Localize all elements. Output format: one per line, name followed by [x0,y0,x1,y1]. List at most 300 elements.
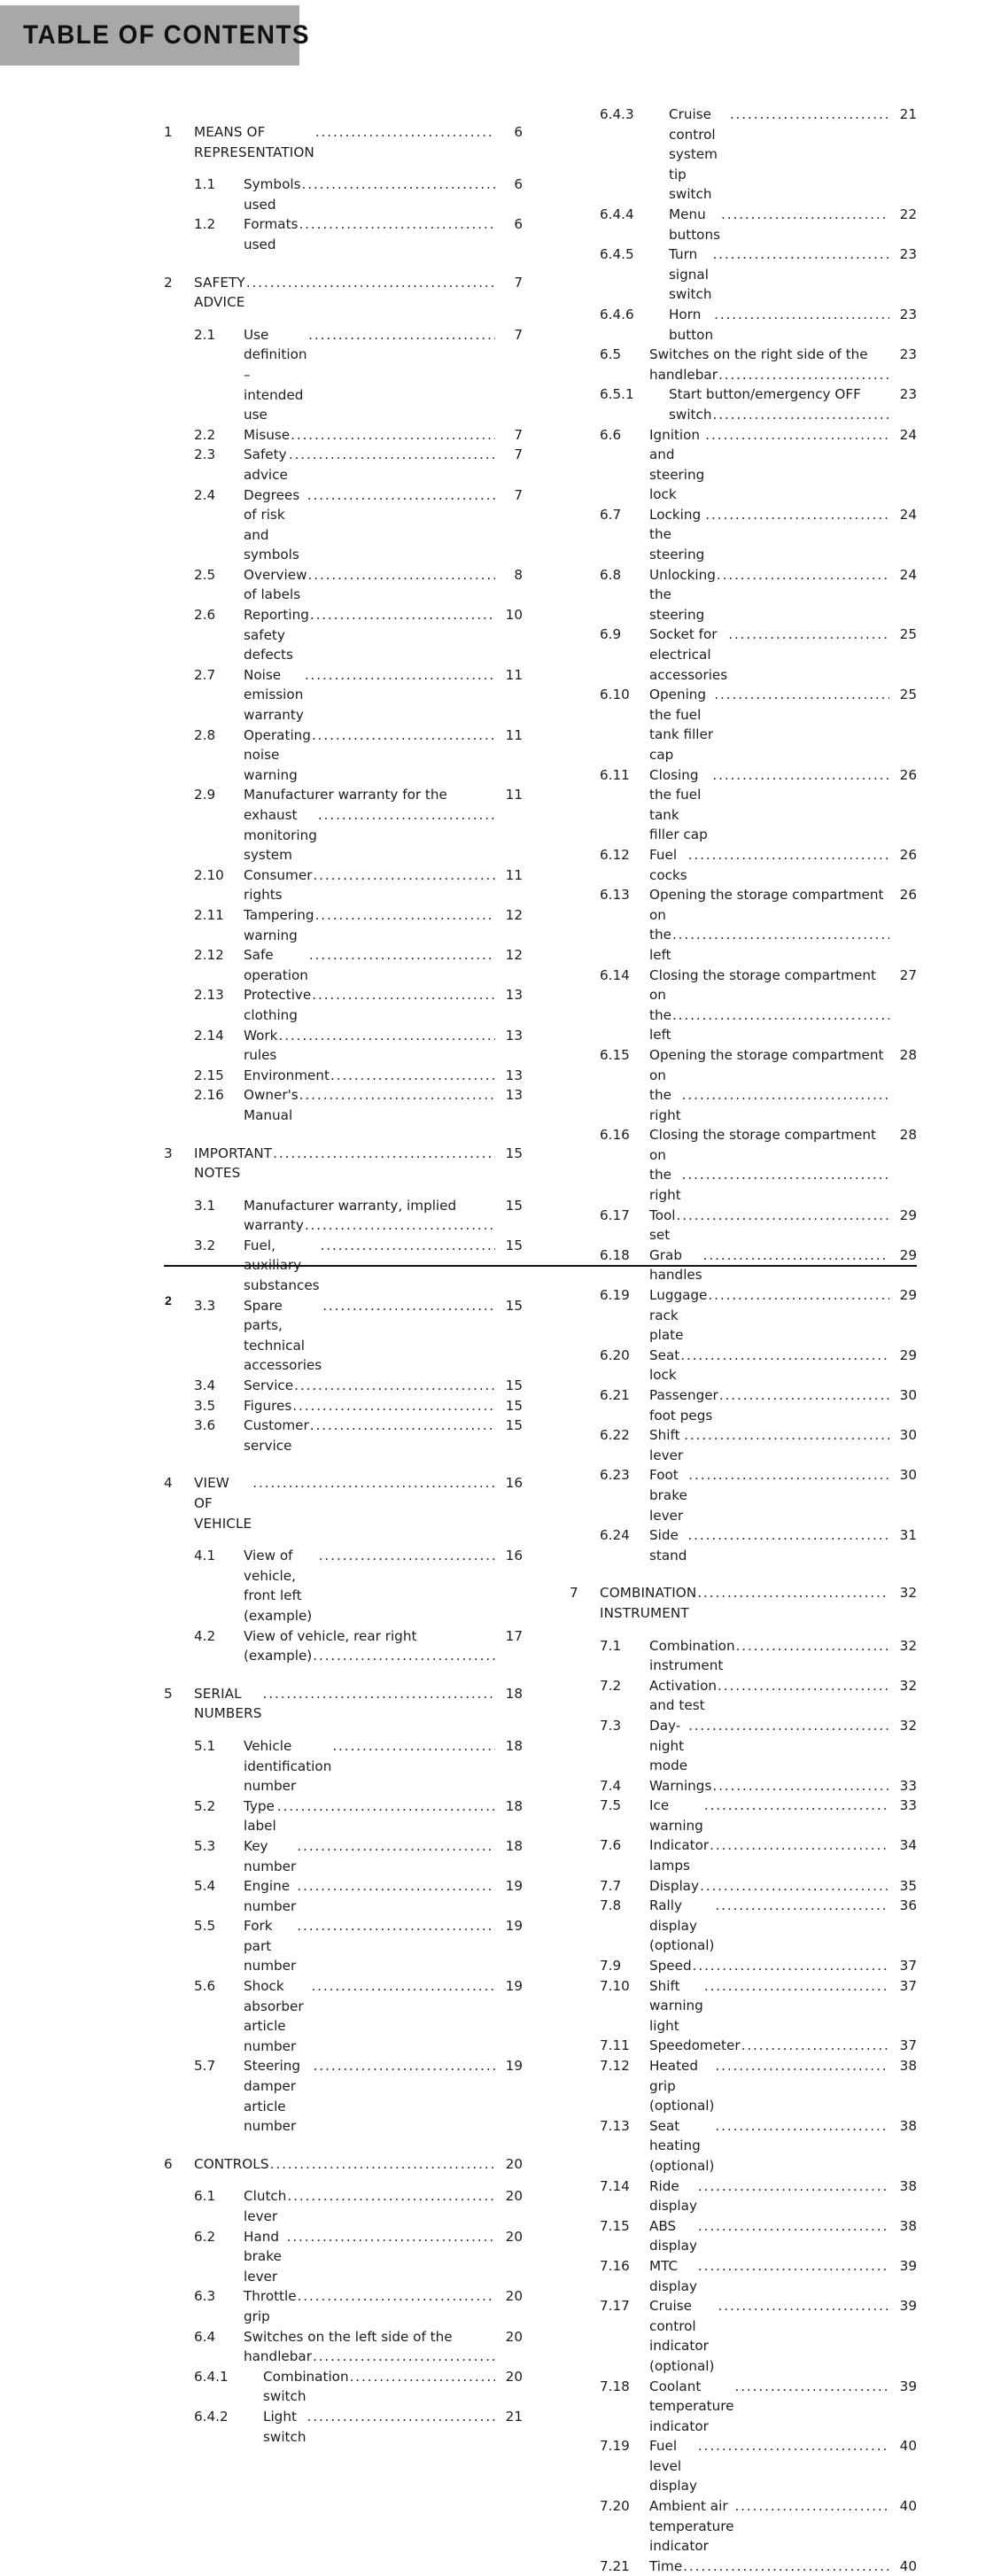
toc-entry-number: 3.1 [194,1197,216,1214]
dot-leader [330,1066,495,1086]
toc-entry-page-number: 37 [899,1977,917,1994]
toc-column-right [570,105,917,2576]
dot-leader [704,1796,889,1816]
toc-entry-page-number: 39 [899,2298,917,2315]
toc-entry-leader-line [194,1144,496,1183]
toc-entry[interactable] [570,2176,917,2216]
dot-leader [719,1385,889,1406]
toc-entry-number: 5.4 [194,1878,216,1895]
toc-entry-title: IMPORTANT NOTES [194,1144,273,1182]
toc-entry[interactable] [164,785,523,865]
toc-entry-leader-line [244,865,496,905]
dot-leader [315,122,495,143]
toc-entry-page-number: 12 [505,906,523,923]
toc-entry-body [244,1736,496,1796]
toc-entry-page-number: 20 [505,2155,523,2172]
toc-entry-leader-line [649,1636,890,1676]
toc-entry-number: 2.12 [194,947,224,964]
toc-entry[interactable] [570,1525,917,1565]
toc-entry[interactable] [164,445,523,485]
toc-entry[interactable] [164,665,523,725]
toc-entry[interactable] [570,845,917,885]
toc-entry[interactable] [164,1026,523,1066]
toc-entry[interactable] [570,1346,917,1385]
toc-entry-body [244,605,496,665]
toc-entry-leader-line [669,244,890,305]
footer-page-number: 2 [165,1293,172,1307]
toc-entry-body [649,885,890,965]
toc-entry[interactable] [164,2407,523,2447]
toc-entry-leader-line [244,1546,496,1626]
toc-entry[interactable] [164,2186,523,2226]
toc-entry-title: Combination instrument [649,1637,735,1674]
toc-entry-title: handlebar [649,366,718,383]
toc-entry[interactable] [164,985,523,1025]
page-header-band [0,5,310,66]
toc-entry-number: 6.10 [600,687,630,703]
toc-entry-body [649,345,890,384]
toc-entry-title: Warnings [649,1777,712,1794]
toc-entry[interactable] [164,2327,523,2367]
toc-entry-title: switch [669,406,712,423]
toc-entry[interactable] [570,205,917,244]
toc-entry-page-number: 21 [505,2408,523,2425]
toc-entry-title: Locking the steering [649,506,705,563]
toc-entry-number: 2.11 [194,906,224,923]
dot-leader [672,1005,889,1026]
toc-entry[interactable] [570,1385,917,1425]
dot-leader [299,1085,495,1106]
toc-entry-title: the left [649,927,671,963]
toc-entry-body [649,105,890,205]
toc-entry-body [244,985,496,1025]
dot-leader [313,1646,495,1666]
toc-entry[interactable] [164,1916,523,1976]
toc-entry-leader-line [649,565,890,625]
toc-entry-title: Foot brake lever [649,1467,687,1524]
toc-entry-body [649,305,890,345]
toc-entry[interactable] [570,1896,917,1956]
toc-entry-leader-line [669,105,890,205]
toc-entry-page-number: 20 [505,2288,523,2305]
toc-entry[interactable] [570,885,917,965]
toc-entry[interactable] [164,1546,523,1626]
toc-entry-number: 7.8 [600,1897,622,1914]
toc-entry[interactable] [570,625,917,685]
toc-entry[interactable] [164,2367,523,2407]
dot-leader [710,1835,889,1856]
toc-entry-body [649,384,890,424]
toc-entry[interactable] [570,1285,917,1346]
toc-entry-leader-line [244,2056,496,2136]
toc-entry-title-line: Start button/emergency OFF [669,386,861,403]
toc-entry[interactable] [164,1626,523,1666]
toc-entry-number: 6.18 [600,1246,630,1263]
toc-entry-page-number: 15 [505,1397,523,1414]
toc-entry-body [649,2216,890,2256]
toc-entry-page-number: 7 [514,326,523,343]
toc-entry-title: COMBINATION INSTRUMENT [600,1585,697,1621]
toc-entry-number: 2.13 [194,987,224,1004]
toc-entry[interactable] [164,1066,523,1086]
toc-entry[interactable] [570,2496,917,2557]
dot-leader [697,1583,889,1603]
toc-entry[interactable] [164,565,523,605]
dot-leader [718,1676,889,1696]
dot-leader [305,665,495,686]
toc-entry-body [649,1465,890,1525]
toc-entry[interactable] [570,2116,917,2176]
toc-entry-page-number: 20 [505,2188,523,2205]
toc-entry-body [649,845,890,885]
toc-entry-title: Cruise control system tip switch [669,106,718,203]
toc-entry-leader-line [244,2227,496,2287]
toc-entry[interactable] [570,1876,917,1897]
toc-entry-number: 2.5 [194,566,216,583]
dot-leader [298,2286,495,2307]
toc-entry-title: Engine number [244,1878,297,1914]
toc-entry[interactable] [164,2227,523,2287]
toc-entry[interactable] [570,384,917,424]
toc-entry-title: Shift lever [649,1427,684,1463]
toc-entry-page-number: 38 [899,2117,917,2134]
toc-entry[interactable] [164,1376,523,1396]
toc-entry-title-line: Opening the storage compartment on [649,1046,884,1083]
toc-entry[interactable] [164,1876,523,1916]
toc-entry-body [649,625,890,685]
toc-entry-title-line: Switches on the left side of the [244,2328,453,2345]
toc-entry-page-number: 6 [514,124,523,140]
dot-leader [308,565,495,586]
dot-leader [319,1546,495,1566]
toc-entry[interactable] [570,2216,917,2256]
toc-entry-body [649,1835,890,1875]
toc-entry-title: Day-night mode [649,1717,688,1774]
dot-leader [318,805,495,826]
toc-entry-body [244,665,496,725]
toc-entry-page-number: 16 [505,1548,523,1564]
toc-entry-page-number: 24 [899,566,917,583]
toc-entry-title-line: View of vehicle, rear right [244,1627,417,1644]
toc-entry[interactable] [164,1836,523,1876]
toc-entry-title: Indicator lamps [649,1837,710,1874]
toc-entry[interactable] [570,1125,917,1205]
toc-entry[interactable] [570,1583,917,1623]
dot-leader [717,565,889,586]
toc-entry-leader-line [649,1716,890,1776]
toc-entry-leader-line [244,214,496,254]
toc-entry-title: Type label [244,1797,276,1835]
toc-entry[interactable] [164,1684,523,1724]
toc-entry[interactable] [164,2286,523,2326]
toc-entry-leader-line [649,1385,890,1425]
toc-entry-page-number: 34 [899,1837,917,1854]
toc-entry-number: 6.16 [600,1127,630,1144]
toc-entry[interactable] [164,122,523,162]
toc-entry-number: 6.5 [600,346,622,363]
toc-entry-body [649,1876,890,1897]
toc-entry-number: 6.8 [600,566,622,583]
toc-entry-body [649,2557,890,2576]
dot-leader [321,1236,495,1256]
toc-entry-page-number: 25 [899,626,917,643]
toc-entry-title: SERIAL NUMBERS [194,1685,262,1722]
toc-entry-page-number: 29 [899,1346,917,1363]
toc-entry[interactable] [164,865,523,905]
toc-entry-leader-line [244,1066,496,1086]
toc-entry-body [649,1206,890,1245]
toc-entry[interactable] [570,305,917,345]
toc-entry-leader-line [649,1835,890,1875]
toc-entry-title: Environment [244,1067,330,1083]
toc-entry-leader-line [244,665,496,725]
toc-entry-body [649,2056,890,2116]
toc-entry[interactable] [570,2296,917,2376]
toc-entry-number: 7 [570,1585,578,1602]
toc-entry-title-line: Manufacturer warranty, implied [244,1197,457,1214]
toc-entry[interactable] [164,1196,523,1236]
toc-entry-page-number: 30 [899,1427,917,1444]
toc-entry-page-number: 23 [899,306,917,322]
toc-entry-body [244,1796,496,1836]
toc-entry[interactable] [570,1776,917,1796]
toc-entry-title: Misuse [244,426,291,443]
toc-entry-number: 2.2 [194,426,216,443]
toc-entry-page-number: 37 [899,1958,917,1975]
toc-entry-leader-line [649,2036,890,2056]
dot-leader [730,105,889,125]
toc-entry-title: Fuel level display [649,2438,697,2495]
toc-entry-number: 6.21 [600,1387,630,1403]
toc-entry-number: 6.4.3 [600,106,634,122]
toc-entry-number: 6.23 [600,1467,630,1484]
dot-leader [305,1215,495,1236]
toc-entry[interactable] [570,565,917,625]
dot-leader [246,273,495,293]
toc-entry[interactable] [570,765,917,845]
toc-entry-page-number: 40 [899,2438,917,2455]
toc-entry[interactable] [570,2056,917,2116]
toc-entry-body [649,1796,890,1835]
dot-leader [682,1085,889,1106]
toc-entry[interactable] [164,725,523,786]
toc-entry-leader-line [649,1525,890,1565]
toc-entry-page-number: 24 [899,506,917,523]
toc-entry[interactable] [164,2056,523,2136]
toc-entry[interactable] [570,505,917,565]
dot-leader [683,2557,889,2576]
dot-leader [277,1796,495,1817]
toc-entry[interactable] [164,1796,523,1836]
toc-entry-page-number: 13 [505,1027,523,1044]
toc-entry-body [649,244,890,305]
toc-entry-title: Time [649,2557,683,2574]
toc-entry-page-number: 40 [899,2498,917,2515]
toc-entry-title: handlebar [244,2348,312,2365]
toc-entry-title: Rally display (optional) [649,1897,715,1954]
toc-entry-page-number: 13 [505,1087,523,1104]
toc-entry-page-number: 11 [505,866,523,883]
toc-entry-page-number: 33 [899,1797,917,1814]
toc-entry-title: Speedometer [649,2037,741,2054]
toc-entry-number: 6.4.5 [600,246,634,263]
dot-leader [741,2036,889,2056]
toc-entry[interactable] [164,1416,523,1455]
toc-entry-leader-line [649,1876,890,1897]
toc-entry[interactable] [164,905,523,945]
toc-entry-leader-line [649,685,890,764]
toc-entry-title: Fuel cocks [649,846,687,883]
toc-entry-leader-line [244,725,496,786]
dot-leader [736,1636,889,1657]
toc-entry-number: 2.4 [194,486,216,503]
toc-entry[interactable] [164,1976,523,2056]
toc-entry[interactable] [570,105,917,205]
toc-entry-title: Speed [649,1958,692,1975]
toc-entry[interactable] [570,1716,917,1776]
toc-entry-number: 1.2 [194,216,216,233]
toc-entry-body [244,725,496,786]
toc-entry-number: 6.14 [600,966,630,983]
toc-entry[interactable] [570,2256,917,2296]
dot-leader [700,1876,889,1897]
dot-leader [715,1896,889,1916]
toc-entry-leader-line [649,1346,890,1385]
toc-entry-leader-line [649,1005,890,1045]
toc-entry[interactable] [570,2557,917,2576]
toc-entry-page-number: 26 [899,887,917,904]
dot-leader [715,2116,889,2137]
toc-entry-body [244,1836,496,1876]
toc-entry-title: Spare parts, technical accessories [244,1297,322,1374]
toc-entry[interactable] [570,966,917,1045]
toc-entry[interactable] [570,1045,917,1125]
toc-entry-title: Light switch [263,2408,307,2445]
toc-entry[interactable] [570,1676,917,1716]
toc-entry[interactable] [570,2377,917,2437]
toc-entry[interactable] [570,425,917,505]
toc-entry[interactable] [164,1473,523,1533]
toc-entry[interactable] [570,1976,917,2037]
footer-divider [164,1265,917,1267]
toc-entry-page-number: 15 [505,1377,523,1394]
toc-entry-leader-line [649,2377,890,2437]
dot-leader [307,485,495,506]
toc-entry-title: Turn signal switch [669,246,712,303]
toc-entry-leader-line [263,2407,496,2447]
toc-entry[interactable] [164,425,523,446]
toc-entry-body [244,1916,496,1976]
toc-entry-page-number: 23 [899,386,917,403]
toc-entry-title: Unlocking the steering [649,566,716,623]
toc-entry[interactable] [570,1465,917,1525]
toc-entry-number: 6.4.2 [194,2408,229,2425]
toc-entry-title: the right [649,1087,681,1123]
toc-entry-leader-line [649,2056,890,2116]
toc-entry-number: 2.1 [194,326,216,343]
toc-entry[interactable] [164,273,523,313]
toc-entry-title: MEANS OF REPRESENTATION [194,124,314,160]
toc-entry[interactable] [164,1396,523,1416]
toc-entry[interactable] [570,2036,917,2056]
toc-entry-number: 6.5.1 [600,386,634,403]
dot-leader [315,905,495,926]
toc-entry[interactable] [164,1144,523,1183]
toc-entry-page-number: 18 [505,1837,523,1854]
toc-entry-page-number: 39 [899,2257,917,2274]
toc-entry-leader-line [649,925,890,965]
toc-entry-leader-line [649,1285,890,1346]
dot-leader [672,925,889,945]
toc-entry-page-number: 30 [899,1467,917,1484]
toc-entry-leader-line [649,1796,890,1835]
toc-entry-page-number: 11 [505,666,523,683]
toc-entry[interactable] [570,1425,917,1465]
dot-leader [252,1473,495,1494]
toc-entry-leader-line [194,2154,496,2175]
dot-leader [687,1525,889,1546]
toc-entry[interactable] [164,214,523,254]
toc-entry[interactable] [570,1636,917,1676]
toc-entry[interactable] [570,244,917,305]
toc-entry-number: 6.13 [600,887,630,904]
toc-entry[interactable] [164,325,523,425]
dot-leader [310,1416,495,1436]
toc-entry-leader-line [244,1796,496,1836]
dot-leader [688,1465,889,1486]
toc-entry-body [649,1385,890,1425]
toc-entry[interactable] [570,345,917,384]
toc-entry-title: Shift warning light [649,1977,703,2034]
dot-leader [308,325,495,345]
toc-entry-page-number: 30 [899,1387,917,1403]
dot-leader [332,1736,495,1757]
toc-entry[interactable] [570,685,917,764]
toc-entry[interactable] [164,1085,523,1125]
toc-entry-leader-line [244,2347,496,2367]
dot-leader [708,1285,889,1306]
toc-entry[interactable] [164,175,523,214]
dot-leader [712,244,889,265]
toc-entry[interactable] [164,1296,523,1376]
toc-entry-number: 3.3 [194,1297,216,1314]
toc-entry[interactable] [570,1206,917,1245]
toc-entry-body [649,1976,890,2037]
toc-entry-title: Overview of labels [244,566,307,603]
toc-entry-leader-line [244,1876,496,1916]
toc-entry-page-number: 32 [899,1585,917,1602]
toc-entry-page-number: 7 [514,486,523,503]
toc-entry[interactable] [570,1796,917,1835]
toc-entry-title: Opening the fuel tank filler cap [649,687,714,763]
toc-entry-body [649,425,890,505]
toc-entry-body [244,1196,496,1236]
toc-entry[interactable] [570,2436,917,2496]
toc-entry[interactable] [164,605,523,665]
toc-entry-number: 7.16 [600,2257,630,2274]
toc-entry[interactable] [164,2154,523,2175]
toc-entry[interactable] [570,1835,917,1875]
toc-entry[interactable] [164,485,523,565]
toc-entry[interactable] [164,1736,523,1796]
toc-entry-number: 2.9 [194,787,216,803]
toc-entry-page-number: 21 [899,106,917,122]
toc-entry[interactable] [570,1956,917,1976]
toc-entry[interactable] [164,945,523,985]
toc-entry-number: 6.15 [600,1046,630,1063]
toc-entry-title: the right [649,1167,681,1204]
toc-entry-page-number: 13 [505,987,523,1004]
